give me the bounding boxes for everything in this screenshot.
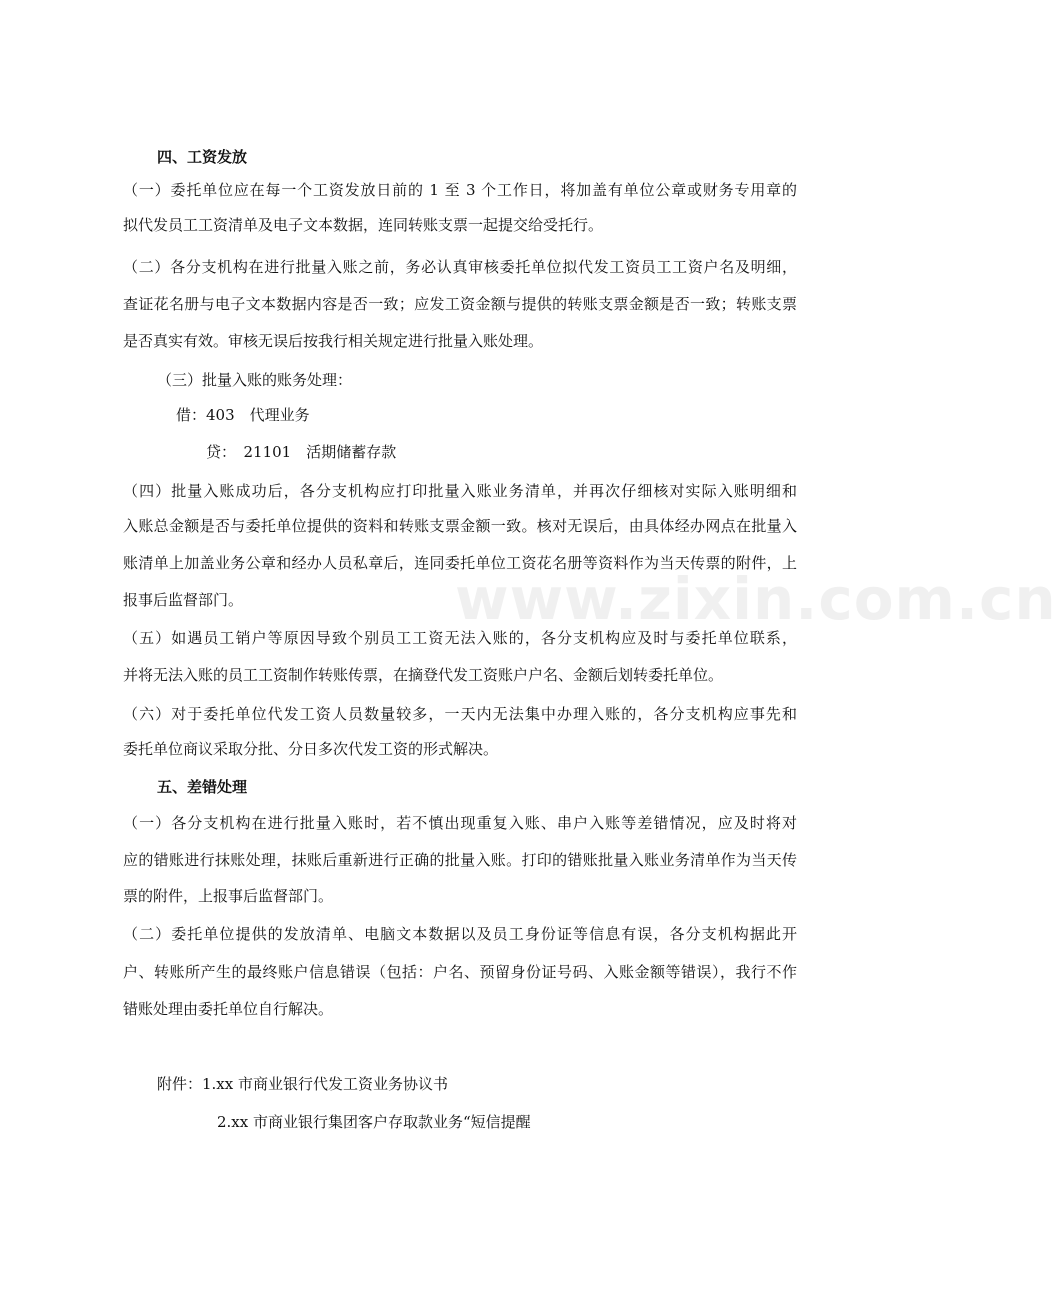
section-heading-5: 五、差错处理 [157, 778, 248, 796]
watermark: www.zixin.com.cn [455, 565, 1057, 633]
attachment-1: 附件：1.xx 市商业银行代发工资业务协议书 [157, 1075, 449, 1093]
paragraph-4-4-line-3: 账清单上加盖业务公章和经办人员私章后，连同委托单位工资花名册等资料作为当天传票的附件，上 [123, 554, 797, 572]
section-heading-4: 四、工资发放 [157, 148, 248, 166]
paragraph-4-2-line-2: 查证花名册与电子文本数据内容是否一致；应发工资金额与提供的转账支票金额是否一致；转账支票 [123, 295, 797, 313]
debit-entry: 借：403 代理业务 [176, 406, 310, 424]
paragraph-4-3: （三）批量入账的账务处理： [157, 371, 353, 389]
paragraph-4-4-line-4: 报事后监督部门。 [123, 591, 244, 609]
paragraph-5-1-line-1: （一）各分支机构在进行批量入账时，若不慎出现重复入账、串户入账等差错情况，应及时将对 [123, 814, 797, 832]
paragraph-4-1-line-1: （一）委托单位应在每一个工资发放日前的 1 至 3 个工作日，将加盖有单位公章或财务专用章的 [123, 181, 797, 199]
paragraph-5-2-line-3: 错账处理由委托单位自行解决。 [123, 1000, 334, 1018]
attachment-2: 2.xx 市商业银行集团客户存取款业务“短信提醒 [217, 1113, 531, 1131]
paragraph-5-2-line-2: 户、转账所产生的最终账户信息错误（包括：户名、预留身份证号码、入账金额等错误），我行不作 [123, 963, 797, 981]
credit-entry: 贷： 21101 活期储蓄存款 [206, 443, 397, 461]
paragraph-4-4-line-1: （四）批量入账成功后，各分支机构应打印批量入账业务清单，并再次仔细核对实际入账明细和 [123, 482, 797, 500]
paragraph-5-1-line-3: 票的附件，上报事后监督部门。 [123, 887, 334, 905]
paragraph-4-5-line-2: 并将无法入账的员工工资制作转账传票，在摘登代发工资账户户名、金额后划转委托单位。 [123, 666, 724, 684]
paragraph-4-2-line-3: 是否真实有效。审核无误后按我行相关规定进行批量入账处理。 [123, 332, 544, 350]
paragraph-4-1-line-2: 拟代发员工工资清单及电子文本数据，连同转账支票一起提交给受托行。 [123, 216, 604, 234]
paragraph-4-2-line-1: （二）各分支机构在进行批量入账之前，务必认真审核委托单位拟代发工资员工工资户名及明细， [123, 258, 797, 276]
paragraph-4-6-line-1: （六）对于委托单位代发工资人员数量较多，一天内无法集中办理入账的，各分支机构应事先和 [123, 705, 797, 723]
paragraph-4-6-line-2: 委托单位商议采取分批、分日多次代发工资的形式解决。 [123, 740, 499, 758]
paragraph-5-2-line-1: （二）委托单位提供的发放清单、电脑文本数据以及员工身份证等信息有误，各分支机构据此开 [123, 925, 797, 943]
paragraph-4-5-line-1: （五）如遇员工销户等原因导致个别员工工资无法入账的，各分支机构应及时与委托单位联系， [123, 629, 797, 647]
paragraph-4-4-line-2: 入账总金额是否与委托单位提供的资料和转账支票金额一致。核对无误后，由具体经办网点在批量入 [123, 517, 797, 535]
paragraph-5-1-line-2: 应的错账进行抹账处理，抹账后重新进行正确的批量入账。打印的错账批量入账业务清单作为当天传 [123, 851, 797, 869]
